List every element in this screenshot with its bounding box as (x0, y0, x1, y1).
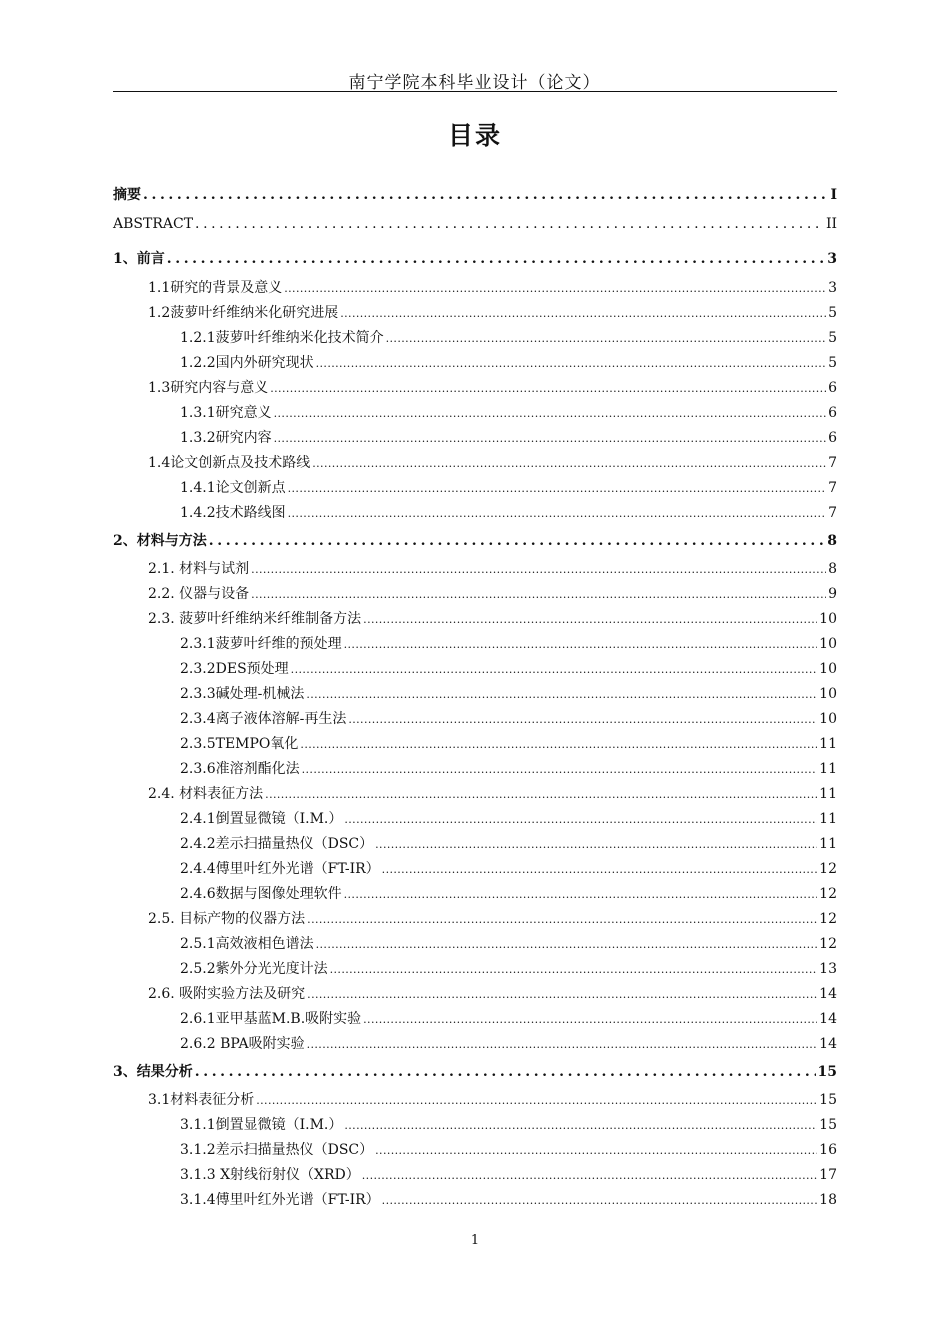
toc-leader-dots (362, 1169, 817, 1182)
toc-entry-label: 2.3.2DES预处理 (180, 661, 289, 677)
toc-entry[interactable] (180, 1114, 837, 1136)
toc-leader-dots (382, 1194, 818, 1207)
toc-entry-page: 14 (819, 986, 837, 1002)
toc-entry-page: 14 (819, 1011, 837, 1027)
toc-entry-page: 11 (819, 836, 837, 852)
toc-leader-dots (195, 1064, 816, 1080)
toc-entry[interactable] (180, 658, 837, 680)
toc-entry-page: 10 (819, 711, 837, 727)
toc-entry-label: 1.1研究的背景及意义 (148, 280, 283, 296)
toc-leader-dots (270, 382, 826, 395)
toc-leader-dots (256, 1094, 817, 1107)
toc-entry-label: 2.3.3碱处理-机械法 (180, 686, 305, 702)
toc-entry-page: 5 (828, 330, 837, 346)
toc-leader-dots (316, 357, 826, 370)
toc-leader-dots (251, 588, 826, 601)
toc-entry-label: 2.4. 材料表征方法 (148, 786, 264, 802)
toc-entry-page: 17 (819, 1167, 837, 1183)
toc-entry-page: 7 (828, 455, 837, 471)
toc-entry-page: 3 (827, 251, 837, 267)
toc-entry[interactable] (148, 377, 837, 399)
toc-leader-dots (307, 988, 817, 1001)
toc-entry[interactable] (180, 858, 837, 880)
toc-entry-label: 3.1.2差示扫描量热仪（DSC） (180, 1142, 374, 1158)
toc-entry-page: II (825, 216, 837, 232)
toc-entry-label: 3.1.4傅里叶红外光谱（FT-IR） (180, 1192, 380, 1208)
toc-entry-page: 11 (819, 786, 837, 802)
toc-leader-dots (265, 788, 817, 801)
toc-entry[interactable] (148, 983, 837, 1005)
toc-entry-page: 10 (819, 661, 837, 677)
toc-entry-label: 摘要 (113, 187, 141, 203)
toc-entry-label: 2.5.2紫外分光光度计法 (180, 961, 328, 977)
toc-entry-page: 8 (828, 561, 837, 577)
toc-entry-page: I (830, 187, 837, 203)
toc-leader-dots (167, 251, 826, 267)
toc-entry-label: 2.3.6准溶剂酯化法 (180, 761, 300, 777)
toc-entry-page: 6 (828, 430, 837, 446)
toc-leader-dots (363, 613, 817, 626)
toc-entry-page: 12 (819, 861, 837, 877)
toc-entry-page: 15 (819, 1092, 837, 1108)
page-number: 1 (470, 1233, 480, 1248)
toc-entry[interactable] (180, 1164, 837, 1186)
toc-entry-label: 2.6.2 BPA吸附实验 (180, 1036, 305, 1052)
toc-entry-label: 1.4.2技术路线图 (180, 505, 286, 521)
toc-entry-label: 2、材料与方法 (113, 533, 207, 549)
toc-leader-dots (344, 1119, 817, 1132)
toc-entry-label: 2.4.2差示扫描量热仪（DSC） (180, 836, 374, 852)
toc-entry-page: 6 (828, 380, 837, 396)
toc-entry[interactable] (148, 277, 837, 299)
toc-entry-page: 12 (819, 911, 837, 927)
toc-leader-dots (291, 663, 818, 676)
toc-entry[interactable] (180, 1139, 837, 1161)
toc-leader-dots (306, 688, 817, 701)
toc-leader-dots (251, 563, 826, 576)
toc-entry[interactable] (113, 1061, 837, 1083)
toc-entry-page: 11 (819, 811, 837, 827)
toc-leader-dots (274, 407, 826, 420)
toc-leader-dots (386, 332, 826, 345)
toc-entry[interactable] (180, 708, 837, 730)
toc-entry[interactable] (148, 558, 837, 580)
toc-entry[interactable] (180, 1033, 837, 1055)
toc-entry[interactable] (148, 302, 837, 324)
toc-entry[interactable] (180, 352, 837, 374)
toc-entry-label: 2.4.1倒置显微镜（I.M.） (180, 811, 343, 827)
toc-entry[interactable] (113, 184, 837, 206)
toc-entry-label: 2.2. 仪器与设备 (148, 586, 250, 602)
toc-entry[interactable] (180, 402, 837, 424)
toc-leader-dots (307, 1038, 818, 1051)
toc-entry[interactable] (180, 1189, 837, 1211)
toc-entry-label: 1、前言 (113, 251, 165, 267)
toc-leader-dots (209, 533, 826, 549)
toc-entry-label: 1.2.2国内外研究现状 (180, 355, 314, 371)
toc-entry-label: 2.5. 目标产物的仪器方法 (148, 911, 306, 927)
toc-entry[interactable] (180, 758, 837, 780)
toc-leader-dots (302, 763, 818, 776)
toc-entry-page: 11 (819, 736, 837, 752)
toc-entry-label: 2.3. 菠萝叶纤维纳米纤维制备方法 (148, 611, 362, 627)
toc-entry[interactable] (113, 248, 837, 270)
toc-entry-page: 5 (828, 355, 837, 371)
toc-leader-dots (344, 813, 817, 826)
toc-entry-label: 2.6. 吸附实验方法及研究 (148, 986, 306, 1002)
toc-entry[interactable] (148, 908, 837, 930)
toc-entry-page: 12 (819, 886, 837, 902)
toc-entry-page: 10 (819, 611, 837, 627)
toc-leader-dots (300, 738, 817, 751)
toc-entry-page: 5 (828, 305, 837, 321)
toc-leader-dots (274, 432, 826, 445)
toc-entry-page: 18 (819, 1192, 837, 1208)
toc-entry-label: 2.3.5TEMPO氧化 (180, 736, 299, 752)
toc-entry-label: 3.1.1倒置显微镜（I.M.） (180, 1117, 343, 1133)
toc-entry-label: 1.4论文创新点及技术路线 (148, 455, 311, 471)
toc-entry[interactable] (180, 1008, 837, 1030)
toc-entry-label: 1.2菠萝叶纤维纳米化研究进展 (148, 305, 339, 321)
toc-leader-dots (382, 863, 818, 876)
toc-entry[interactable] (148, 452, 837, 474)
toc-entry-label: 2.4.4傅里叶红外光谱（FT-IR） (180, 861, 380, 877)
toc-entry[interactable] (180, 958, 837, 980)
toc-entry-label: 2.6.1亚甲基蓝M.B.吸附实验 (180, 1011, 362, 1027)
toc-entry[interactable] (180, 933, 837, 955)
toc-leader-dots (288, 507, 826, 520)
header-rule (113, 91, 837, 92)
toc-entry-page: 12 (819, 936, 837, 952)
toc-entry-label: 1.3.2研究内容 (180, 430, 272, 446)
toc-entry-page: 13 (819, 961, 837, 977)
toc-leader-dots (330, 963, 818, 976)
toc-entry-label: 2.4.6数据与图像处理软件 (180, 886, 342, 902)
toc-entry-page: 16 (819, 1142, 837, 1158)
toc-leader-dots (307, 913, 817, 926)
toc-entry-page: 8 (827, 533, 837, 549)
toc-entry-page: 11 (819, 761, 837, 777)
toc-entry[interactable] (148, 583, 837, 605)
toc-entry-page: 15 (817, 1064, 837, 1080)
toc-entry-label: 1.3研究内容与意义 (148, 380, 269, 396)
toc-entry-page: 10 (819, 686, 837, 702)
toc-leader-dots (344, 638, 818, 651)
toc-entry[interactable] (113, 530, 837, 552)
toc-leader-dots (143, 187, 828, 203)
toc-leader-dots (288, 482, 826, 495)
toc-entry[interactable] (180, 327, 837, 349)
toc-entry[interactable] (148, 608, 837, 630)
toc-entry-page: 10 (819, 636, 837, 652)
toc-leader-dots (284, 282, 826, 295)
toc-entry-label: 2.1. 材料与试剂 (148, 561, 250, 577)
toc-entry-page: 15 (819, 1117, 837, 1133)
toc-entry-page: 3 (828, 280, 837, 296)
page-title: 目录 (447, 121, 502, 150)
toc-entry-page: 6 (828, 405, 837, 421)
toc-entry-label: 1.2.1菠萝叶纤维纳米化技术简介 (180, 330, 384, 346)
toc-entry[interactable] (180, 833, 837, 855)
toc-entry-page: 7 (828, 505, 837, 521)
toc-entry-page: 14 (819, 1036, 837, 1052)
toc-entry-label: 1.4.1论文创新点 (180, 480, 286, 496)
toc-leader-dots (316, 938, 818, 951)
toc-entry-label: 2.5.1高效液相色谱法 (180, 936, 314, 952)
toc-entry[interactable] (180, 733, 837, 755)
toc-entry-label: 1.3.1研究意义 (180, 405, 272, 421)
toc-entry-label: 3.1材料表征分析 (148, 1092, 255, 1108)
toc-entry[interactable] (148, 783, 837, 805)
toc-entry[interactable] (180, 683, 837, 705)
toc-entry[interactable] (180, 633, 837, 655)
toc-entry[interactable] (180, 477, 837, 499)
toc-entry-label: 2.3.1菠萝叶纤维的预处理 (180, 636, 342, 652)
toc-leader-dots (375, 838, 817, 851)
toc-entry-label: 3、结果分析 (113, 1064, 193, 1080)
running-header: 南宁学院本科毕业设计（论文） (348, 73, 601, 93)
toc-entry[interactable] (148, 1089, 837, 1111)
toc-leader-dots (312, 457, 826, 470)
toc-entry-label: 2.3.4离子液体溶解-再生法 (180, 711, 347, 727)
toc-leader-dots (363, 1013, 817, 1026)
toc-entry-page: 9 (828, 586, 837, 602)
toc-entry[interactable] (180, 502, 837, 524)
toc-entry-label: 3.1.3 X射线衍射仪（XRD） (180, 1167, 360, 1183)
toc-entry[interactable] (180, 427, 837, 449)
toc-entry-page: 7 (828, 480, 837, 496)
toc-entry[interactable] (180, 883, 837, 905)
toc-leader-dots (195, 216, 824, 232)
toc-entry[interactable] (113, 216, 837, 238)
toc-entry-label: ABSTRACT (113, 216, 194, 232)
toc-leader-dots (375, 1144, 817, 1157)
toc-leader-dots (340, 307, 826, 320)
toc-entry[interactable] (180, 808, 837, 830)
toc-leader-dots (348, 713, 817, 726)
toc-leader-dots (344, 888, 818, 901)
